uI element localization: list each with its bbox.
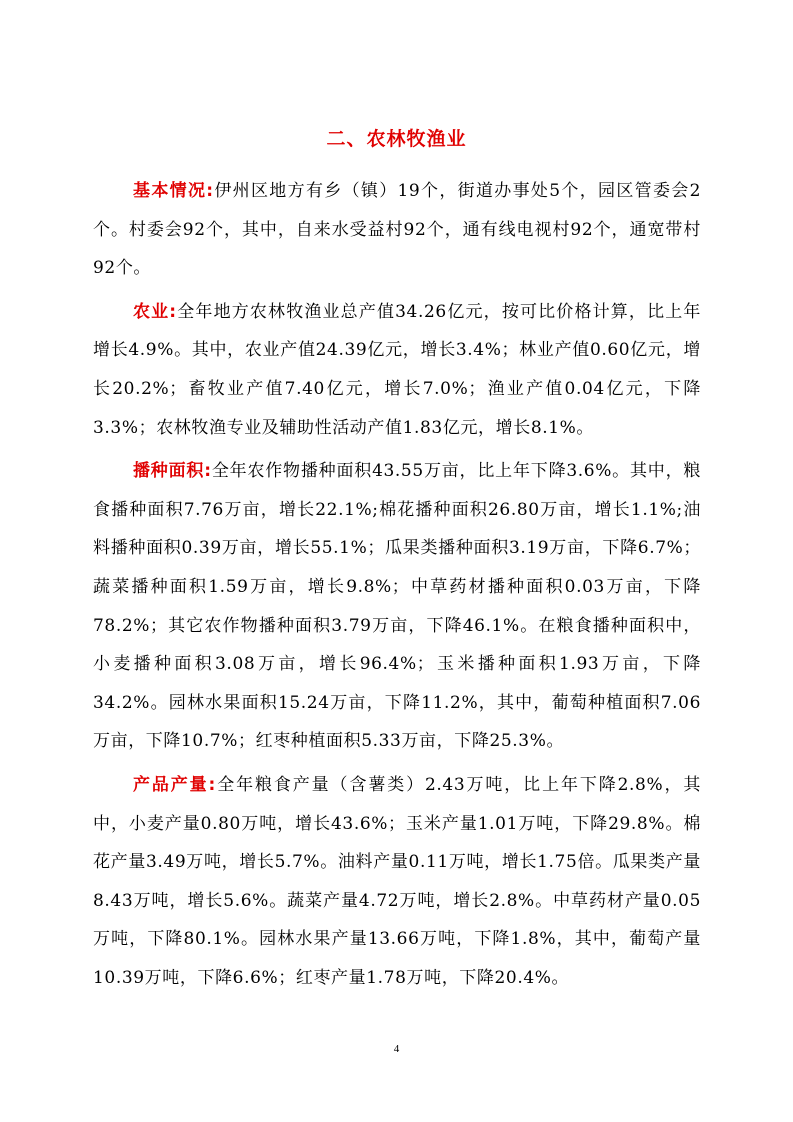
paragraph-sown-area <box>93 452 701 761</box>
paragraph-lead: 基本情况: <box>133 181 214 201</box>
paragraph-output <box>93 766 701 998</box>
paragraph-text: 全年粮食产量（含薯类）2.43万吨，比上年下降2.8%，其中，小麦产量0.80万吨，增长43.6%；玉米产量1.01万吨，下降29.8%。棉花产量3.49万吨，增长5.7%。油料产量0.11万吨，增长1.75倍。瓜果类产量8.43万吨，增长5.6%。蔬菜产量4.72万吨，增长2.8%。中草药材产量0.05万吨，下降80.1%。园林水果产量13.66万吨，下降1.8%，其中，葡萄产量10.39万吨，下降6.6%；红枣产量1.78万吨，下降20.4%。 <box>93 774 701 988</box>
paragraph-text: 全年农作物播种面积43.55万亩，比上年下降3.6%。其中，粮食播种面积7.76万亩，增长22.1%;棉花播种面积26.80万亩，增长1.1%;油料播种面积0.39万亩，增长55.1%；瓜果类播种面积3.19万亩，下降6.7%；蔬菜播种面积1.59万亩，增长9.8%；中草药材播种面积0.03万亩，下降78.2%；其它农作物播种面积3.79万亩，下降46.1%。在粮食播种面积中，小麦播种面积3.08万亩，增长96.4%；玉米播种面积1.93万亩，下降34.2%。园林水果面积15.24万亩，下降11.2%，其中，葡萄种植面积7.06万亩，下降10.7%；红枣种植面积5.33万亩，下降25.3%。 <box>93 461 701 752</box>
paragraph-text: 伊州区地方有乡（镇）19个，街道办事处5个，园区管委会2个。村委会92个，其中，自来水受益村92个，通有线电视村92个，通宽带村92个。 <box>93 181 701 279</box>
paragraph-text: 全年地方农林牧渔业总产值34.26亿元，按可比价格计算，比上年增长4.9%。其中，农业产值24.39亿元，增长3.4%；林业产值0.60亿元，增长20.2%；畜牧业产值7.40亿元，增长7.0%；渔业产值0.04亿元，下降3.3%；农林牧渔专业及辅助性活动产值1.83亿元，增长8.1%。 <box>93 301 701 438</box>
paragraph-agriculture <box>93 293 701 447</box>
paragraph-lead: 产品产量: <box>133 774 216 795</box>
paragraph-lead: 农业: <box>133 301 177 322</box>
paragraph-lead: 播种面积: <box>133 461 212 482</box>
page-number: 4 <box>393 1043 400 1055</box>
document-body <box>93 172 701 1002</box>
paragraph-basic-info <box>93 172 701 288</box>
section-title: 二、农林牧渔业 <box>326 128 467 150</box>
